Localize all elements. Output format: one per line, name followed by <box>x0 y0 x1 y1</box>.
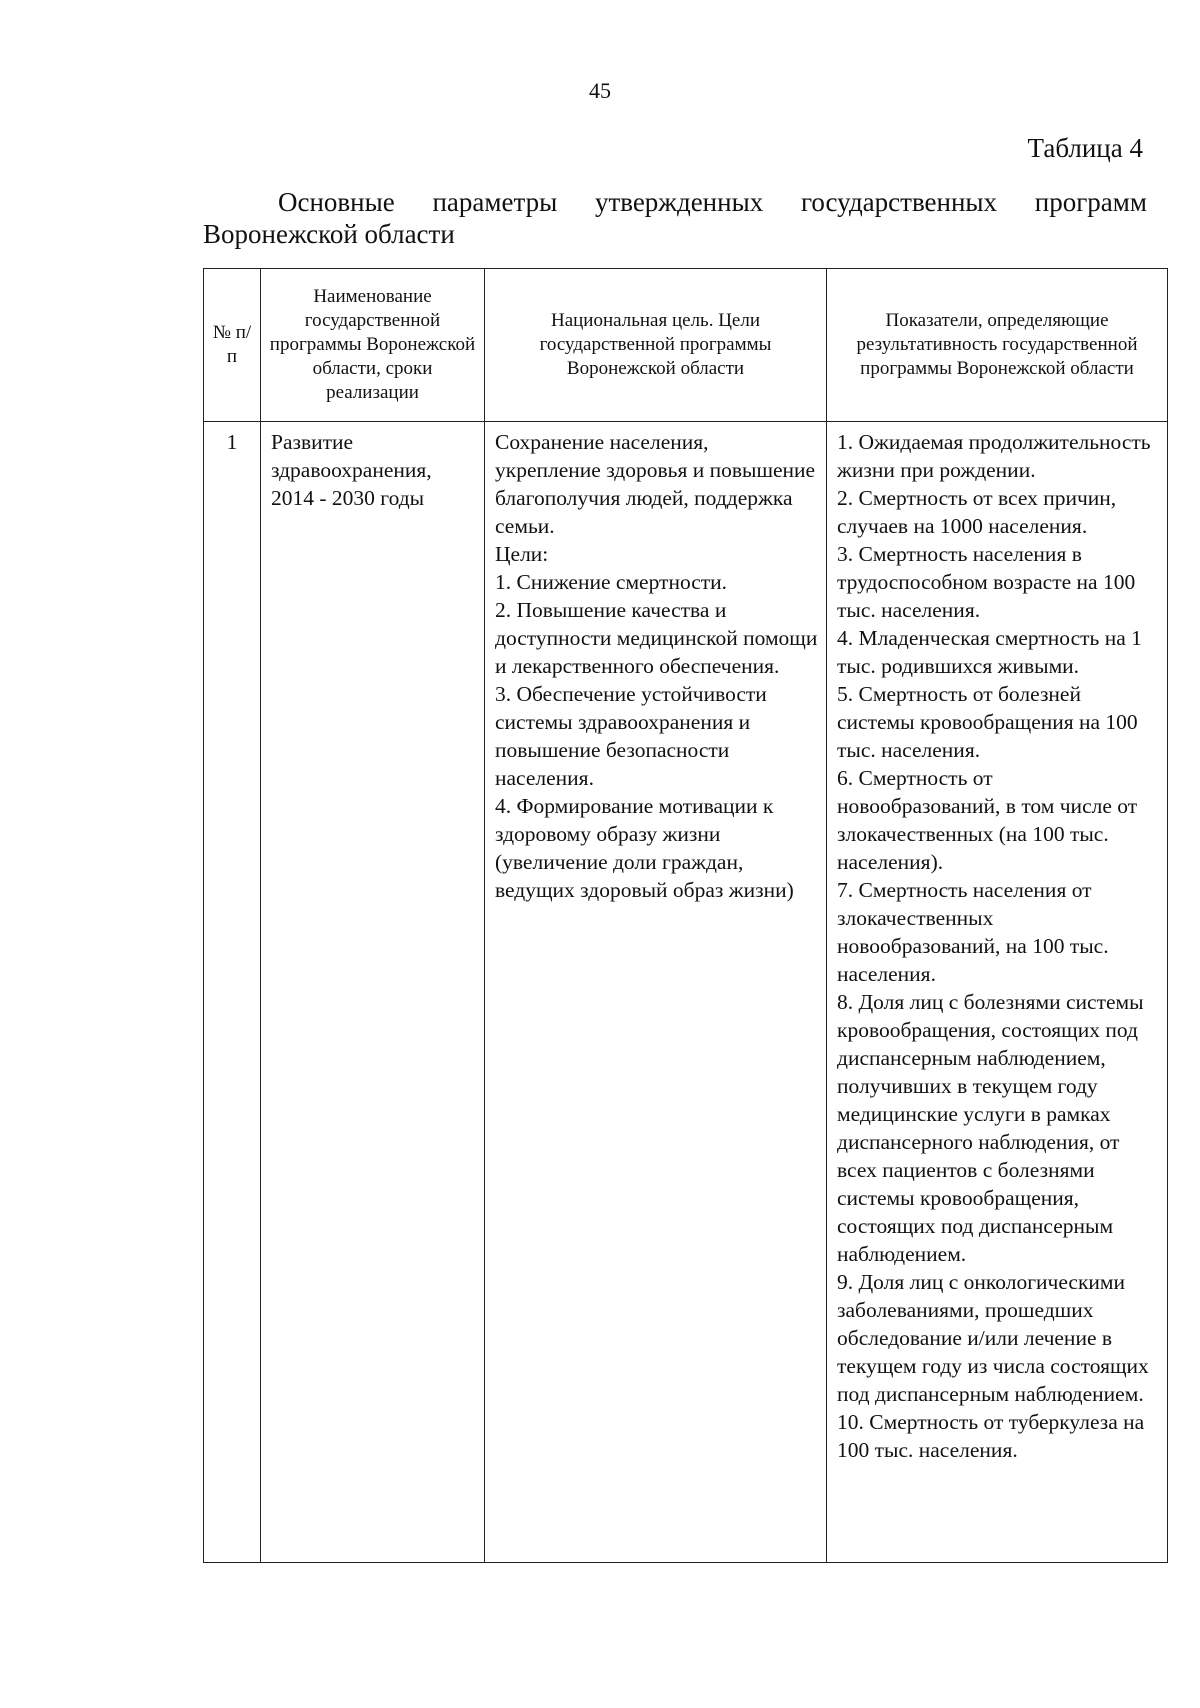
cell-num: 1 <box>204 422 261 1563</box>
goal-item: 1. Снижение смертности. <box>495 570 728 594</box>
indicator-item: 1. Ожидаемая продолжительность жизни при рождении. <box>837 430 1151 482</box>
indicator-item: 2. Смертность от всех причин, случаев на 1000 населения. <box>837 486 1117 538</box>
goal-item: 4. Формирование мотивации к здоровому образу жизни (увеличение доли граждан, ведущих здоровый образ жизни) <box>495 794 794 902</box>
indicator-item: 10. Смертность от туберкулеза на 100 тыс. населения. <box>837 1410 1145 1462</box>
indicator-item: 9. Доля лиц с онкологическими заболеваниями, прошедших обследование и/или лечение в текущем году из числа состоящих под диспансерным наблюдением. <box>837 1270 1149 1406</box>
table-label: Таблица 4 <box>1027 133 1143 163</box>
indicator-item: 8. Доля лиц с болезнями системы кровообращения, состоящих под диспансерным наблюдением, получивших в текущем году медицинские услуги в рамках диспансерного наблюдения, от всех пациентов с болезнями системы кровообращения, состоящих под диспансерным наблюдением. <box>837 990 1144 1266</box>
title-word: параметры <box>432 187 558 217</box>
cell-goals <box>485 422 827 1563</box>
indicator-item: 7. Смертность населения от злокачественных новообразований, на 100 тыс. населения. <box>837 878 1109 986</box>
header-indicators: Показатели, определяющие результативность государственной программы Воронежской области <box>827 269 1168 422</box>
cell-program: Развитие здравоохранения, 2014 - 2030 годы <box>261 422 485 1563</box>
table-row <box>204 422 1168 1563</box>
indicator-item: 4. Младенческая смертность на 1 тыс. родившихся живыми. <box>837 626 1142 678</box>
title-word: Основные <box>278 187 395 217</box>
goal-item: Сохранение населения, укрепление здоровья и повышение благополучия людей, поддержка семьи. <box>495 430 816 538</box>
indicator-item: 6. Смертность от новообразований, в том числе от злокачественных (на 100 тыс. населения). <box>837 766 1138 874</box>
title-line-2: Воронежской области <box>203 219 455 249</box>
cell-indicators <box>827 422 1168 1563</box>
title-word: государственных <box>800 187 998 217</box>
header-num: № п/п <box>204 269 261 422</box>
goal-item: 3. Обеспечение устойчивости системы здравоохранения и повышение безопасности населения. <box>495 682 767 790</box>
indicator-item: 5. Смертность от болезней системы кровообращения на 100 тыс. населения. <box>837 682 1138 762</box>
parameters-table <box>203 268 1168 1563</box>
header-program: Наименование государственной программы Воронежской области, сроки реализации <box>261 269 485 422</box>
goal-item: 2. Повышение качества и доступности медицинской помощи и лекарственного обеспечения. <box>495 598 818 678</box>
header-goals: Национальная цель. Цели государственной программы Воронежской области <box>485 269 827 422</box>
indicator-item: 3. Смертность населения в трудоспособном возрасте на 100 тыс. населения. <box>837 542 1136 622</box>
title-word: утвержденных <box>594 187 764 217</box>
document-title <box>203 186 1147 250</box>
table-header-row <box>204 269 1168 422</box>
goal-item: Цели: <box>495 542 549 566</box>
page-number: 45 <box>589 78 611 103</box>
title-line-1 <box>203 186 1147 218</box>
title-word: программ <box>1034 187 1147 217</box>
